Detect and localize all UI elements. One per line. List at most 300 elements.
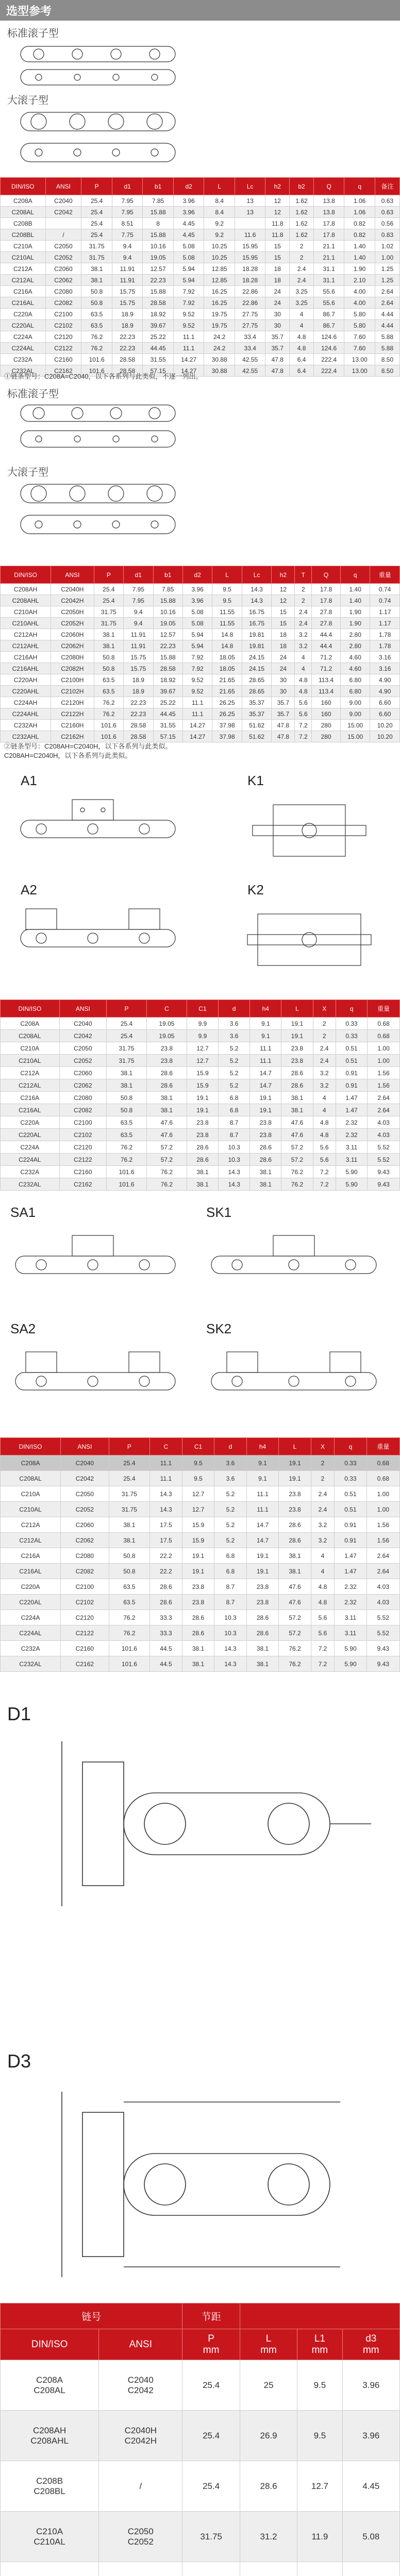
table-cell: 19.1 — [250, 1092, 281, 1104]
table-cell: 57.15 — [143, 365, 174, 377]
table-cell: 35.7 — [265, 331, 290, 343]
table4-header-0: DIN/ISO — [1, 1438, 61, 1455]
table-cell: 71.2 — [312, 652, 341, 663]
table-cell: 38.1 — [81, 263, 112, 275]
table-cell: 5.6 — [311, 1610, 334, 1625]
table-cell: 31.75 — [107, 1042, 147, 1055]
table-cell: 28.6 — [182, 1610, 214, 1625]
table-cell: C220AHL — [1, 686, 51, 697]
table-cell: 25.4 — [107, 1030, 147, 1042]
table-cell: 2.4 — [295, 606, 312, 618]
table-cell: 4.8 — [313, 1129, 336, 1141]
table-cell: 23.8 — [281, 1042, 313, 1055]
table-cell: 24 — [272, 663, 295, 674]
table5-header-2: P mm — [182, 2329, 240, 2360]
table-cell: 35.37 — [242, 697, 271, 708]
table-cell: C2052 — [61, 1502, 109, 1517]
table-cell: 2.4 — [311, 1502, 334, 1517]
table-cell: 6.60 — [370, 697, 400, 708]
table-cell: 31.2 — [240, 2512, 297, 2562]
table-cell: 3.16 — [370, 663, 400, 674]
table-cell: 11.8 — [265, 229, 290, 241]
table-cell: 2.64 — [368, 1092, 400, 1104]
table-cell: 28.6 — [150, 1579, 182, 1595]
table-row — [1, 731, 400, 742]
table-cell: C2052 — [45, 252, 81, 263]
table2-header-4: b1 — [153, 566, 182, 584]
table-cell: 5.2 — [219, 1079, 250, 1092]
table-cell: 35.7 — [265, 343, 290, 354]
table-cell: 76.2 — [81, 343, 112, 354]
table-cell: 44.4 — [312, 640, 341, 652]
table-5 — [0, 2303, 400, 2576]
table3-header-2: P — [107, 1000, 147, 1018]
table-cell: 28.6 — [150, 1595, 182, 1610]
table-cell: 33.3 — [150, 1625, 182, 1641]
table-cell: 10.3 — [219, 1141, 250, 1154]
table-cell: 5.6 — [313, 1141, 336, 1154]
table-cell: 1.02 — [375, 241, 399, 252]
table-cell: 1.00 — [368, 1055, 400, 1067]
table1-header-2: P — [81, 178, 112, 195]
table-cell: 57.2 — [279, 1610, 311, 1625]
table-cell: 0.68 — [368, 1030, 400, 1042]
table-cell: 4.8 — [295, 674, 312, 686]
table-cell: 38.1 — [250, 1166, 281, 1178]
table-cell: 0.91 — [336, 1067, 367, 1079]
table-cell: C2162 — [61, 1656, 109, 1672]
table-cell: C212AL — [1, 1533, 61, 1548]
table-cell: 2.4 — [313, 1042, 336, 1055]
table-cell — [182, 2562, 240, 2576]
table-cell: C2080 — [61, 1548, 109, 1564]
table-cell: 9.5 — [297, 2411, 342, 2461]
table-cell: 12.57 — [143, 263, 174, 275]
table-row — [1, 2562, 400, 2576]
table-cell: 19.1 — [279, 1471, 311, 1486]
table-cell: 3.6 — [219, 1030, 250, 1042]
table-cell: 16.25 — [204, 286, 235, 297]
table-cell: 38.1 — [246, 1656, 279, 1672]
table3-header-0: DIN/ISO — [1, 1000, 60, 1018]
label-k2: K2 — [247, 882, 264, 897]
table-cell: 26.25 — [212, 697, 242, 708]
table-cell: 44.4 — [312, 629, 341, 640]
table-cell: C212A — [1, 263, 46, 275]
table-cell: 38.1 — [94, 629, 123, 640]
table-cell: 0.91 — [336, 1079, 367, 1092]
table-cell: 7.95 — [124, 584, 153, 595]
table-cell: 4.44 — [375, 320, 399, 331]
table-cell: 25.4 — [182, 2461, 240, 2512]
table-cell: 124.6 — [313, 343, 344, 354]
table-row — [1, 674, 400, 686]
table-cell: 38.1 — [281, 1104, 313, 1116]
table-cell: 9.52 — [173, 309, 204, 320]
table-cell: 113.4 — [312, 674, 341, 686]
table-cell: 24.15 — [242, 663, 271, 674]
table-cell: 5.90 — [335, 1656, 367, 1672]
table-cell: 4 — [295, 652, 312, 663]
table-cell: 14.7 — [246, 1533, 279, 1548]
table-cell: 15.00 — [340, 731, 370, 742]
table-cell: 25.4 — [81, 218, 112, 229]
table-cell: 11.91 — [112, 275, 143, 286]
table-cell: 31.75 — [81, 252, 112, 263]
table-cell: 15.75 — [112, 286, 143, 297]
table-cell: 31.55 — [153, 720, 182, 731]
table-cell: C216AHL — [1, 663, 51, 674]
table-cell: C208A — [1, 1018, 60, 1030]
table-cell: 9.43 — [368, 1166, 400, 1178]
table-cell: 0.33 — [335, 1455, 367, 1471]
table-row — [1, 1595, 400, 1610]
table-cell: 1.00 — [366, 1502, 399, 1517]
table-row — [1, 1067, 400, 1079]
table-cell: 28.6 — [187, 1141, 218, 1154]
table-cell: 2.64 — [368, 1104, 400, 1116]
table-cell: 280 — [312, 731, 341, 742]
table-cell: 12 — [272, 595, 295, 606]
table-cell: 4.44 — [375, 309, 399, 320]
table-cell: 14.27 — [182, 720, 212, 731]
table-cell: 0.51 — [335, 1486, 367, 1502]
table-cell: 19.75 — [204, 320, 235, 331]
table-cell: 19.1 — [246, 1564, 279, 1579]
table4-header-4: C1 — [182, 1438, 214, 1455]
table-cell: 19.75 — [204, 309, 235, 320]
table-cell: 23.8 — [250, 1129, 281, 1141]
page-title: 选型参考 — [6, 4, 52, 18]
table-cell: 76.2 — [281, 1166, 313, 1178]
table-cell: 50.8 — [94, 663, 123, 674]
table-row — [1, 1610, 400, 1625]
table-cell: 11.1 — [173, 343, 204, 354]
table-row — [1, 1625, 400, 1641]
table-cell: C2060H — [51, 629, 94, 640]
table-cell: 25.4 — [182, 2360, 240, 2411]
table-cell: 19.81 — [242, 640, 271, 652]
table-cell: 38.1 — [109, 1517, 150, 1533]
table-cell: 11.91 — [112, 263, 143, 275]
table-cell: 18.92 — [143, 309, 174, 320]
table4-header-3: C — [150, 1438, 182, 1455]
table-cell: 23.8 — [182, 1579, 214, 1595]
table-cell: 10.25 — [204, 241, 235, 252]
table-row — [1, 708, 400, 720]
table-cell: 3.6 — [219, 1018, 250, 1030]
table-cell: 11.1 — [246, 1486, 279, 1502]
table-cell: 63.5 — [94, 686, 123, 697]
table-cell: 15.75 — [124, 663, 153, 674]
table-cell: C2062 — [59, 1079, 106, 1092]
table-cell: 0.51 — [335, 1502, 367, 1517]
table-cell: 10.3 — [219, 1154, 250, 1166]
table-cell: 9.4 — [112, 241, 143, 252]
table-cell: 4.90 — [370, 674, 400, 686]
table-cell: 9.43 — [368, 1178, 400, 1191]
table-cell: C208AHL — [1, 595, 51, 606]
table-cell: 25.4 — [109, 1471, 150, 1486]
table-cell: 2.4 — [290, 275, 314, 286]
table-cell: 5.94 — [182, 640, 212, 652]
table-cell: C232AL — [1, 1178, 60, 1191]
table-cell: 9.1 — [250, 1018, 281, 1030]
table-cell: 57.2 — [279, 1625, 311, 1641]
table-cell: 4.45 — [173, 229, 204, 241]
table-cell: 2.80 — [340, 629, 370, 640]
table1-header-3: d1 — [112, 178, 143, 195]
table-cell: 3.96 — [342, 2360, 399, 2411]
table-cell: 0.91 — [335, 1533, 367, 1548]
table-4 — [0, 1437, 400, 1672]
table-cell: 13.8 — [313, 195, 344, 207]
table1-header-0: DIN/ISO — [1, 178, 46, 195]
table-cell: 5.94 — [182, 629, 212, 640]
table-cell: 2 — [311, 1471, 334, 1486]
table-row — [1, 218, 400, 229]
table-cell: 3.96 — [182, 584, 212, 595]
table-cell: C2040 — [59, 1018, 106, 1030]
table-cell: 7.60 — [344, 343, 375, 354]
table4-header-8: X — [311, 1438, 334, 1455]
table-cell: 31.1 — [313, 275, 344, 286]
table-cell: 31.75 — [107, 1055, 147, 1067]
table-cell: C2082H — [51, 663, 94, 674]
chain-drawing-large — [15, 107, 191, 174]
table-cell: 3.96 — [182, 595, 212, 606]
table-cell: 101.6 — [94, 731, 123, 742]
table-cell: 25.4 — [107, 1018, 147, 1030]
table-cell: C220AH — [1, 674, 51, 686]
table-cell: 63.5 — [107, 1129, 147, 1141]
table-cell: 4 — [311, 1548, 334, 1564]
table-row — [1, 663, 400, 674]
table-cell: 63.5 — [107, 1116, 147, 1129]
table-cell: 22.23 — [112, 331, 143, 343]
table-cell: 15.9 — [182, 1517, 214, 1533]
table-cell: 7.60 — [344, 331, 375, 343]
table-row — [1, 263, 400, 275]
table-cell: 2.32 — [335, 1579, 367, 1595]
table-cell: 13.00 — [344, 365, 375, 377]
table-cell: 7.92 — [173, 297, 204, 309]
table-cell: 9.00 — [340, 697, 370, 708]
table-cell: C2122 — [61, 1625, 109, 1641]
table-cell: 76.2 — [281, 1178, 313, 1191]
table-row — [1, 606, 400, 618]
table-cell: 5.90 — [336, 1166, 367, 1178]
table-cell: C216A — [1, 1092, 60, 1104]
table-cell: C210A — [1, 241, 46, 252]
table2-header-12: 重量 — [370, 566, 400, 584]
table-cell: 4 — [313, 1092, 336, 1104]
table-cell: 4 — [290, 320, 314, 331]
table-cell: 28.58 — [124, 731, 153, 742]
table-cell: 11.1 — [150, 1455, 182, 1471]
section-large-roller-2: 大滚子型 — [7, 467, 48, 478]
table-cell: 19.1 — [279, 1455, 311, 1471]
table-cell: 5.2 — [214, 1533, 247, 1548]
table-cell: 23.8 — [246, 1579, 279, 1595]
table-cell: 27.8 — [312, 606, 341, 618]
table-cell: 1.17 — [370, 606, 400, 618]
table-cell: 5.2 — [219, 1055, 250, 1067]
table-cell: 23.8 — [246, 1595, 279, 1610]
table-cell: 0.63 — [375, 195, 399, 207]
table-cell: 7.2 — [295, 720, 312, 731]
table-cell: 6.8 — [219, 1092, 250, 1104]
table-cell: 7.2 — [313, 1166, 336, 1178]
table-row — [1, 286, 400, 297]
table-row — [1, 1656, 400, 1672]
table-cell: 21.1 — [313, 252, 344, 263]
table-cell: 0.68 — [366, 1455, 399, 1471]
table-cell: 14.27 — [182, 731, 212, 742]
table-cell — [235, 218, 265, 229]
table-cell: 11.1 — [250, 1042, 281, 1055]
table-cell: 19.1 — [281, 1018, 313, 1030]
table-cell: 28.58 — [112, 365, 143, 377]
table-cell: 50.8 — [81, 286, 112, 297]
table-row — [1, 1141, 400, 1154]
table-cell: 14.27 — [173, 365, 204, 377]
table-cell: 0.74 — [370, 595, 400, 606]
table-cell: 11.55 — [212, 606, 242, 618]
table-cell: 1.00 — [375, 252, 399, 263]
table-cell: 44.45 — [143, 343, 174, 354]
table-cell: 57.2 — [281, 1154, 313, 1166]
table-cell: 4.8 — [311, 1579, 334, 1595]
table-cell — [1, 2562, 99, 2576]
table-cell: 4 — [290, 309, 314, 320]
table-cell: C2120 — [59, 1141, 106, 1154]
table-cell: 57.2 — [281, 1141, 313, 1154]
table-cell: 3.25 — [290, 297, 314, 309]
table-cell: C210AHL — [1, 618, 51, 629]
table-cell: 18.9 — [112, 309, 143, 320]
table-cell: 101.6 — [94, 720, 123, 731]
table-cell: 1.90 — [344, 263, 375, 275]
table-cell: 7.2 — [311, 1641, 334, 1656]
table-cell: 14.3 — [214, 1656, 247, 1672]
table-row — [1, 1042, 400, 1055]
table-cell: C2162 — [59, 1178, 106, 1191]
table-cell: 22.23 — [153, 640, 182, 652]
table-cell: 3.96 — [173, 207, 204, 218]
table-cell: 22.2 — [150, 1548, 182, 1564]
table-row — [1, 618, 400, 629]
table-cell: 0.56 — [375, 218, 399, 229]
table-cell: 63.5 — [94, 674, 123, 686]
table-cell: 76.2 — [94, 697, 123, 708]
label-sa2: SA2 — [10, 1321, 36, 1336]
table-cell: C2160 — [61, 1641, 109, 1656]
table-cell: 14.3 — [219, 1166, 250, 1178]
table-cell: 12 — [265, 207, 290, 218]
table-cell: 7.95 — [112, 207, 143, 218]
table-cell: 76.2 — [94, 708, 123, 720]
table-cell: 11.9 — [297, 2512, 342, 2562]
table-cell: 25.4 — [109, 1455, 150, 1471]
table-cell: 6.80 — [340, 686, 370, 697]
table5-header-1: ANSI — [99, 2329, 182, 2360]
table-cell: 28.58 — [153, 663, 182, 674]
table-cell: 27.8 — [312, 618, 341, 629]
table-row — [1, 1030, 400, 1042]
table-cell: 47.8 — [265, 365, 290, 377]
table-cell: 42.55 — [235, 354, 265, 365]
table1-header-8: h2 — [265, 178, 290, 195]
table4-header-5: d — [214, 1438, 247, 1455]
table-cell: 7.92 — [182, 652, 212, 663]
table-cell: 47.6 — [279, 1579, 311, 1595]
table-cell: 3.2 — [313, 1079, 336, 1092]
table-row — [1, 1129, 400, 1141]
table-cell: 2.4 — [295, 618, 312, 629]
table-cell: 30 — [265, 320, 290, 331]
table-cell: C2052H — [51, 618, 94, 629]
table-cell: 38.1 — [107, 1067, 147, 1079]
label-a2: A2 — [21, 882, 37, 897]
table-cell — [342, 2562, 399, 2576]
table-cell: 15 — [265, 241, 290, 252]
table-cell: 12.85 — [204, 275, 235, 286]
table-cell: 7.85 — [153, 584, 182, 595]
table-cell: C216AH — [1, 652, 51, 663]
table-cell: 5.94 — [173, 263, 204, 275]
table-cell: 12.57 — [153, 629, 182, 640]
table-cell: 5.08 — [342, 2512, 399, 2562]
table-cell: 1.00 — [368, 1042, 400, 1055]
table-cell: C224AL — [1, 1154, 60, 1166]
table-cell: C216A — [1, 1548, 61, 1564]
table-row — [1, 595, 400, 606]
table-cell: 47.6 — [279, 1595, 311, 1610]
table-cell: 76.2 — [146, 1178, 187, 1191]
table-cell: 10.20 — [370, 731, 400, 742]
table-cell: 31.1 — [313, 263, 344, 275]
table-cell: 22.23 — [124, 708, 153, 720]
t5-blank-header — [240, 2303, 399, 2329]
table-cell: 5.2 — [214, 1502, 247, 1517]
table-cell: 8.4 — [204, 207, 235, 218]
table-cell: 19.1 — [250, 1104, 281, 1116]
table3-header-8: X — [313, 1000, 336, 1018]
table4-header-7: L — [279, 1438, 311, 1455]
table-cell: 22.86 — [235, 297, 265, 309]
label-d1: D1 — [7, 1703, 31, 1724]
table-cell: C2040 — [45, 195, 81, 207]
table-cell: 15.88 — [143, 229, 174, 241]
table-cell: 18.9 — [124, 674, 153, 686]
table-cell: 19.1 — [182, 1548, 214, 1564]
table-cell: 4.8 — [295, 686, 312, 697]
table-cell: 1.40 — [340, 584, 370, 595]
table-cell: 63.5 — [81, 320, 112, 331]
table5-header-0: DIN/ISO — [1, 2329, 99, 2360]
table-cell: C2102H — [51, 686, 94, 697]
table-cell: 4.8 — [313, 1116, 336, 1129]
table-cell: 23.8 — [187, 1129, 218, 1141]
table-cell: C220AL — [1, 320, 46, 331]
table-cell: 37.98 — [212, 720, 242, 731]
table-cell: 15.75 — [112, 297, 143, 309]
table-cell: C2100 — [45, 309, 81, 320]
table-cell: C232AHL — [1, 731, 51, 742]
table2-header-1: ANSI — [51, 566, 94, 584]
table-cell: 7.95 — [124, 595, 153, 606]
